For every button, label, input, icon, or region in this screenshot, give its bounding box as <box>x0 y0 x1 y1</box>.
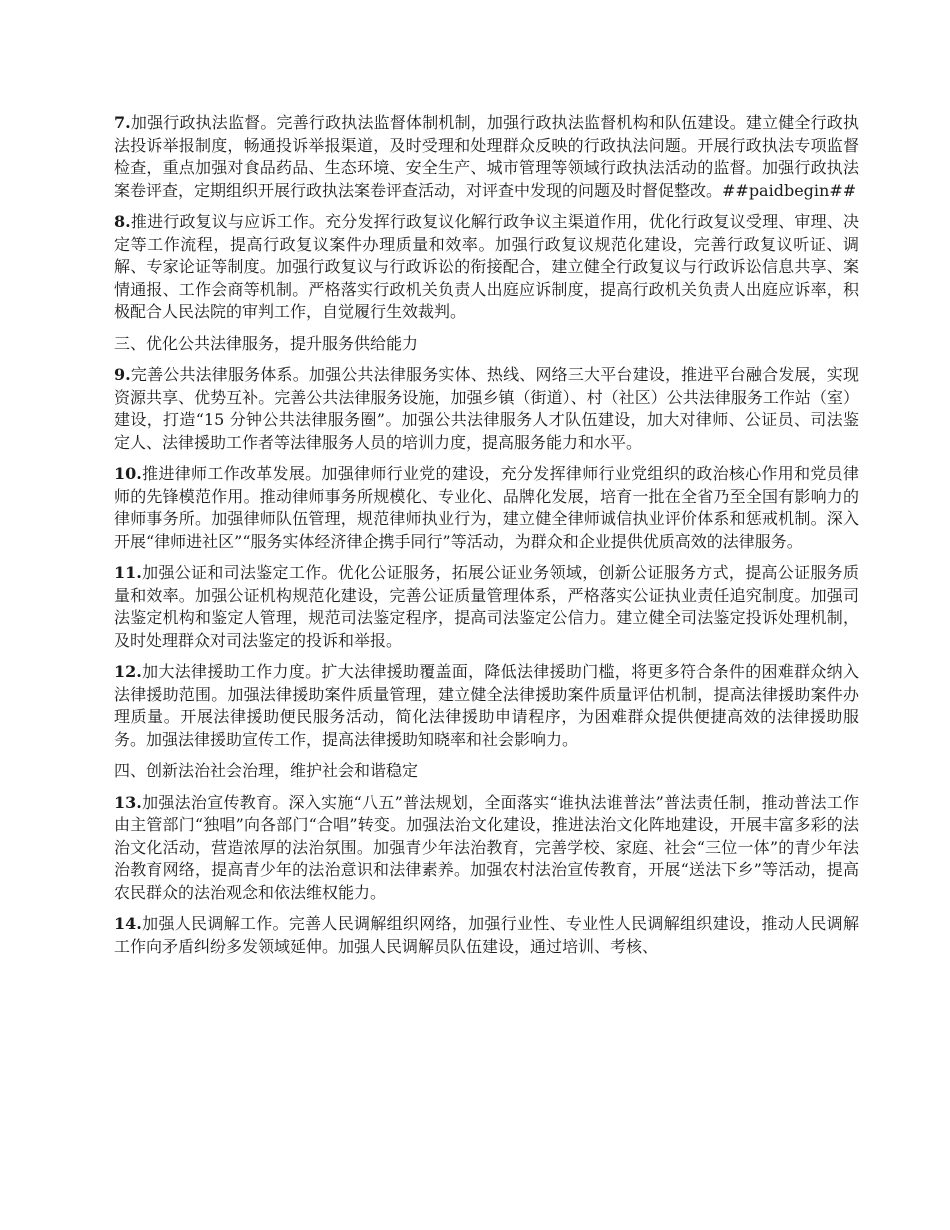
paragraph-text: 加大法律援助工作力度。扩大法律援助覆盖面，降低法律援助门槛，将更多符合条件的困难群众纳入法律援助范围。加强法律援助案件质量管理，建立健全法律援助案件质量评估机制，提高法律援助案件办理质量。开展法律援助便民服务活动，简化法律援助申请程序，为困难群众提供便捷高效的法律援助服务。加强法律援助宣传工作，提高法律援助知晓率和社会影响力。 <box>114 662 859 749</box>
paragraph-10 <box>114 463 859 553</box>
paragraph-13 <box>114 792 859 905</box>
document-body <box>114 112 859 967</box>
paragraph-number: 10. <box>114 464 142 483</box>
paragraph-text: 完善公共法律服务体系。加强公共法律服务实体、热线、网络三大平台建设，推进平台融合发展，实现资源共享、优势互补。完善公共法律服务设施，加强乡镇（街道）、村（社区）公共法律服务工作站（室）建设，打造“15 分钟公共法律服务圈”。加强公共法律服务人才队伍建设，加大对律师、公证员、司法鉴定人、法律援助工作者等法律服务人员的培训力度，提高服务能力和水平。 <box>114 365 859 452</box>
paragraph-number: 11. <box>114 563 142 582</box>
paragraph-text: 推进行政复议与应诉工作。充分发挥行政复议化解行政争议主渠道作用，优化行政复议受理、审理、决定等工作流程，提高行政复议案件办理质量和效率。加强行政复议规范化建设，完善行政复议听证、调解、专家论证等制度。加强行政复议与行政诉讼的衔接配合，建立健全行政复议与行政诉讼信息共享、案情通报、工作会商等机制。严格落实行政机关负责人出庭应诉制度，提高行政机关负责人出庭应诉率，积极配合人民法院的审判工作，自觉履行生效裁判。 <box>114 212 859 321</box>
paragraph-14 <box>114 913 859 958</box>
paragraph-text: 加强行政执法监督。完善行政执法监督体制机制，加强行政执法监督机构和队伍建设。建立健全行政执法投诉举报制度，畅通投诉举报渠道，及时受理和处理群众反映的行政执法问题。开展行政执法专项监督检查，重点加强对食品药品、生态环境、安全生产、城市管理等领域行政执法活动的监督。加强行政执法案卷评查，定期组织开展行政执法案卷评查活动，对评查中发现的问题及时督促整改。##paidbegin## <box>114 113 859 200</box>
paragraph-number: 13. <box>114 792 142 812</box>
paragraph-9 <box>114 364 859 454</box>
paragraph-8 <box>114 211 859 324</box>
paragraph-text: 加强人民调解工作。完善人民调解组织网络，加强行业性、专业性人民调解组织建设，推动人民调解工作向矛盾纠纷多发领域延伸。加强人民调解员队伍建设，通过培训、考核、 <box>114 914 859 956</box>
paragraph-number: 14. <box>114 914 142 933</box>
paragraph-12 <box>114 661 859 751</box>
paragraph-text: 加强公证和司法鉴定工作。优化公证服务，拓展公证业务领域，创新公证服务方式，提高公证服务质量和效率。加强公证机构规范化建设，完善公证质量管理体系，严格落实公证执业责任追究制度。加强司法鉴定机构和鉴定人管理，规范司法鉴定程序，提高司法鉴定公信力。建立健全司法鉴定投诉处理机制，及时处理群众对司法鉴定的投诉和举报。 <box>114 563 859 650</box>
paragraph-number: 12. <box>114 662 142 681</box>
section-heading-4: 四、创新法治社会治理，维护社会和谐稳定 <box>114 761 419 780</box>
paragraph-7 <box>114 112 859 202</box>
paragraph-number: 8. <box>114 212 131 231</box>
paragraph-text: 加强法治宣传教育。深入实施“八五”普法规划，全面落实“谁执法谁普法”普法责任制，推动普法工作由主管部门“独唱”向各部门“合唱”转变。加强法治文化建设，推进法治文化阵地建设，开展丰富多彩的法治文化活动，营造浓厚的法治氛围。加强青少年法治教育，完善学校、家庭、社会“三位一体”的青少年法治教育网络，提高青少年的法治意识和法律素养。加强农村法治宣传教育，开展“送法下乡”等活动，提高农民群众的法治观念和依法维权能力。 <box>114 792 859 902</box>
paragraph-text: 推进律师工作改革发展。加强律师行业党的建设，充分发挥律师行业党组织的政治核心作用和党员律师的先锋模范作用。推动律师事务所规模化、专业化、品牌化发展，培育一批在全省乃至全国有影响力的律师事务所。加强律师队伍管理，规范律师执业行为，建立健全律师诚信执业评价体系和惩戒机制。深入开展“律师进社区”“服务实体经济律企携手同行”等活动，为群众和企业提供优质高效的法律服务。 <box>114 464 859 551</box>
section-heading-3: 三、优化公共法律服务，提升服务供给能力 <box>114 333 419 353</box>
paragraph-number: 9. <box>114 365 131 384</box>
paragraph-number: 7. <box>114 113 131 132</box>
paragraph-11 <box>114 562 859 652</box>
